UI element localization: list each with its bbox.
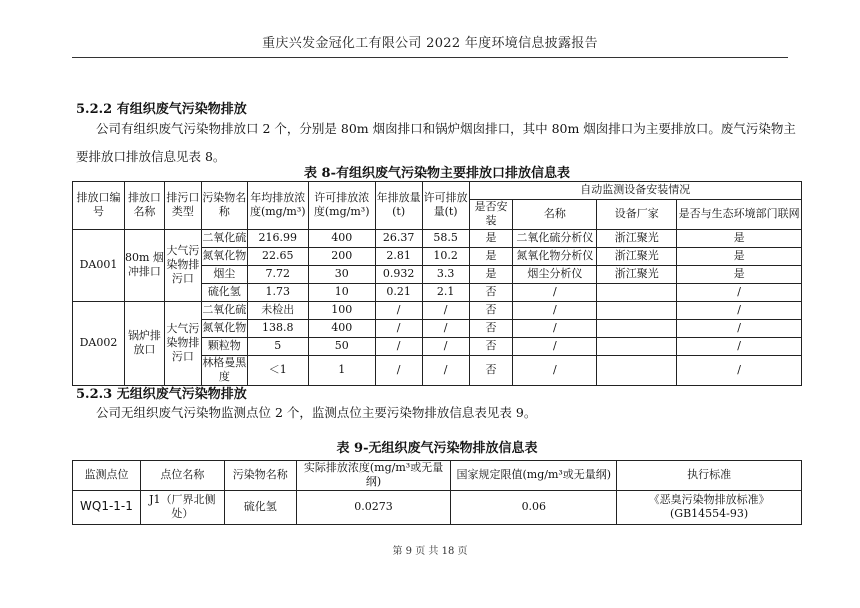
avg-conc: 22.65 — [247, 247, 308, 265]
table9-caption: 表 9-无组织废气污染物排放信息表 — [336, 441, 538, 456]
th-device-name: 名称 — [513, 200, 597, 230]
header-divider — [72, 57, 788, 58]
outlet-id: DA001 — [73, 229, 125, 301]
permit-conc: 1 — [308, 355, 375, 385]
permit-emission: 58.5 — [422, 229, 469, 247]
emission: / — [375, 337, 422, 355]
outlet-id: DA002 — [73, 301, 125, 385]
manufacturer — [597, 355, 677, 385]
section-523-text: 公司无组织废气污染物监测点位 2 个，监测点位主要污染物排放信息表见表 9。 — [96, 405, 537, 420]
pollutant: 林格曼黑度 — [202, 355, 247, 384]
emission: 2.81 — [375, 247, 422, 265]
th-monitor-group: 自动监测设备安装情况 — [469, 182, 801, 200]
manufacturer: 浙江聚光 — [597, 247, 677, 265]
installed: 是 — [469, 229, 513, 247]
section-522-text: 公司有组织废气污染物排放口 2 个，分别是 80m 烟囱排口和锅炉烟囱排口，其中 80m 烟囱排口为主要排放口。废气污染物主要排放口排放信息见表 8。 — [76, 121, 796, 164]
avg-conc: 1.73 — [247, 283, 308, 301]
networked: / — [677, 301, 802, 319]
avg-conc: 5 — [247, 337, 308, 355]
section-523-paragraph — [76, 399, 796, 427]
device-name: / — [513, 283, 597, 301]
device-name: / — [513, 301, 597, 319]
networked: / — [677, 337, 802, 355]
pollutant: 二氧化硫 — [201, 301, 247, 319]
emission: / — [375, 319, 422, 337]
permit-conc: 400 — [308, 229, 375, 247]
avg-conc: ＜1 — [247, 355, 308, 385]
avg-conc: 138.8 — [247, 319, 308, 337]
installed: 否 — [469, 283, 513, 301]
table-row — [73, 229, 802, 247]
networked: / — [677, 319, 802, 337]
pollutant: 氮氧化物 — [201, 247, 247, 265]
table8-caption: 表 8-有组织废气污染物主要排放口排放信息表 — [304, 166, 570, 181]
th-installed: 是否安装 — [469, 200, 513, 230]
device-name: 二氧化硫分析仪 — [513, 229, 597, 247]
th-point-name: 点位名称 — [140, 461, 224, 491]
pollutant: 氮氧化物 — [201, 319, 247, 337]
emission: 0.932 — [375, 265, 422, 283]
th-emission: 年排放量(t) — [375, 182, 422, 230]
installed: 否 — [469, 355, 513, 385]
th-permit-conc: 许可排放浓度(mg/m³) — [308, 182, 375, 230]
permit-emission: 2.1 — [422, 283, 469, 301]
manufacturer: 浙江聚光 — [597, 265, 677, 283]
th-outlet-name: 排放口名称 — [124, 182, 164, 230]
th-pollutant: 污染物名称 — [201, 182, 247, 230]
outlet-name: 锅炉排放口 — [124, 301, 164, 385]
avg-conc: 216.99 — [247, 229, 308, 247]
emission: 0.21 — [375, 283, 422, 301]
device-name: 烟尘分析仪 — [513, 265, 597, 283]
manufacturer: 浙江聚光 — [597, 229, 677, 247]
networked: 是 — [677, 229, 802, 247]
point: WQ1-1-1 — [73, 490, 141, 524]
table-row — [73, 490, 802, 524]
permit-emission: / — [422, 301, 469, 319]
installed: 否 — [469, 337, 513, 355]
manufacturer — [597, 283, 677, 301]
device-name: / — [513, 337, 597, 355]
th-avg-conc: 年均排放浓度(mg/m³) — [247, 182, 308, 230]
pollutant: 颗粒物 — [201, 337, 247, 355]
avg-conc: 未检出 — [247, 301, 308, 319]
permit-emission: 3.3 — [422, 265, 469, 283]
installed: 否 — [469, 301, 513, 319]
outlet-name: 80m 烟冲排口 — [124, 229, 164, 301]
emission: / — [375, 355, 422, 385]
outlet-type: 大气污染物排污口 — [164, 301, 201, 385]
installed: 是 — [469, 265, 513, 283]
installed: 是 — [469, 247, 513, 265]
permit-emission: / — [422, 337, 469, 355]
th-limit: 国家规定限值(mg/m³或无量纲) — [451, 461, 617, 491]
avg-conc: 7.72 — [247, 265, 308, 283]
standard-code: (GB14554-93) — [670, 507, 749, 521]
networked: / — [677, 355, 802, 385]
permit-conc: 200 — [308, 247, 375, 265]
permit-conc: 50 — [308, 337, 375, 355]
standard — [617, 490, 802, 524]
pollutant: 烟尘 — [201, 265, 247, 283]
pollutant: 硫化氢 — [201, 283, 247, 301]
manufacturer — [597, 337, 677, 355]
standard-name: 《恶臭污染物排放标准》 — [648, 492, 770, 506]
page-header: 重庆兴发金冠化工有限公司 2022 年度环境信息披露报告 — [262, 36, 598, 51]
th-manufacturer: 设备厂家 — [597, 200, 677, 230]
table8 — [72, 181, 802, 386]
th-standard: 执行标准 — [617, 461, 802, 491]
th-networked: 是否与生态环境部门联网 — [677, 200, 802, 230]
manufacturer — [597, 319, 677, 337]
networked: / — [677, 283, 802, 301]
th-actual-conc: 实际排放浓度(mg/m³或无量纲) — [296, 461, 451, 491]
device-name: 氮氧化物分析仪 — [513, 247, 597, 265]
limit: 0.06 — [451, 490, 617, 524]
permit-conc: 100 — [308, 301, 375, 319]
permit-conc: 400 — [308, 319, 375, 337]
permit-emission: / — [422, 319, 469, 337]
networked: 是 — [677, 265, 802, 283]
permit-conc: 10 — [308, 283, 375, 301]
networked: 是 — [677, 247, 802, 265]
device-name: / — [513, 319, 597, 337]
pollutant: 二氧化硫 — [201, 229, 247, 247]
th-outlet-id: 排放口编号 — [73, 182, 125, 230]
page-number: 第 9 页 共 18 页 — [392, 546, 468, 557]
section-title-523: 5.2.3 无组织废气污染物排放 — [76, 387, 247, 402]
actual-conc: 0.0273 — [296, 490, 451, 524]
permit-emission: 10.2 — [422, 247, 469, 265]
point-name: J1（厂界北侧处） — [140, 490, 224, 524]
th-permit-emission: 许可排放量(t) — [422, 182, 469, 230]
manufacturer — [597, 301, 677, 319]
table9 — [72, 460, 802, 525]
section-title-522: 5.2.2 有组织废气污染物排放 — [76, 102, 247, 117]
th-point: 监测点位 — [73, 461, 141, 491]
pollutant: 硫化氢 — [224, 490, 296, 524]
permit-conc: 30 — [308, 265, 375, 283]
th-outlet-type: 排污口类型 — [164, 182, 201, 230]
emission: 26.37 — [375, 229, 422, 247]
table-row — [73, 301, 802, 319]
th-pollutant: 污染物名称 — [224, 461, 296, 491]
outlet-type: 大气污染物排污口 — [164, 229, 201, 301]
installed: 否 — [469, 319, 513, 337]
permit-emission: / — [422, 355, 469, 385]
device-name: / — [513, 355, 597, 385]
emission: / — [375, 301, 422, 319]
